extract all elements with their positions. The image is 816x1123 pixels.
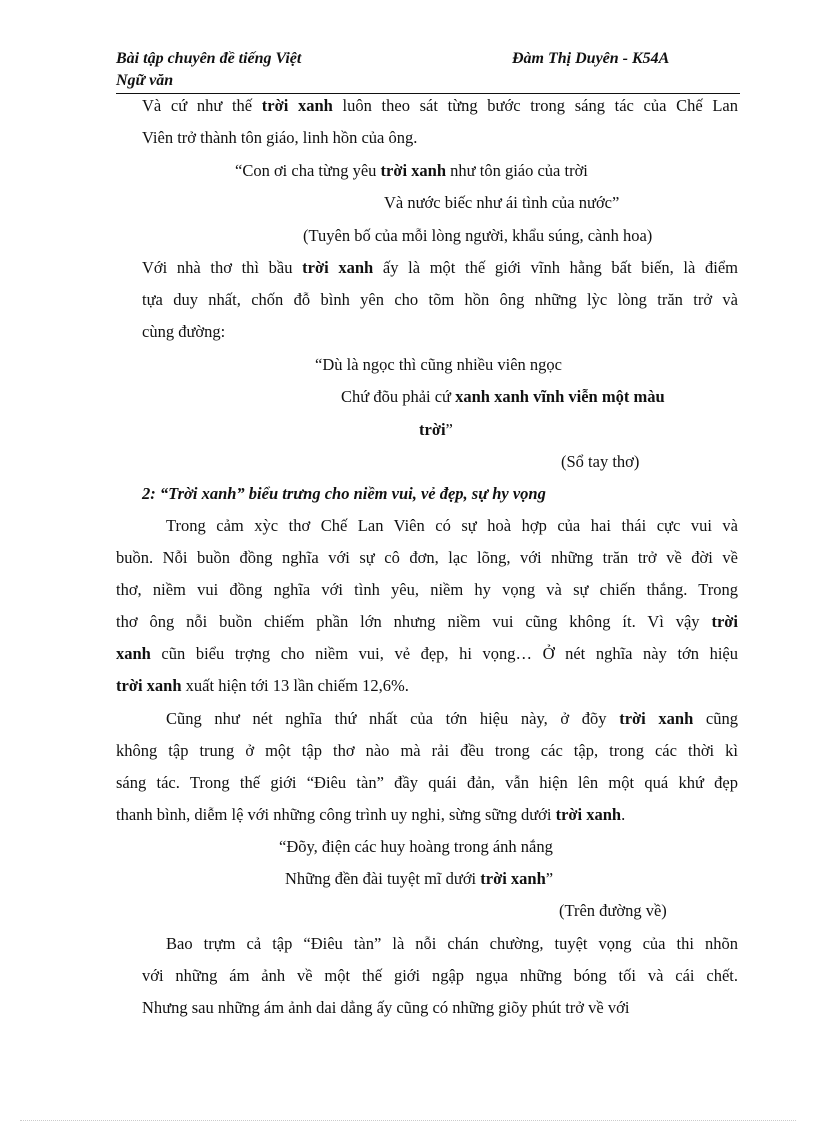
text-line: thơ ông nỗi buồn chiếm phần lớn nhưng niềm vui cũng không ít. Vì vậy trời: [116, 612, 738, 631]
section-heading: 2: “Trời xanh” biểu trưng cho niềm vui, vẻ đẹp, sự hy vọng: [142, 484, 546, 503]
text-line: tựa duy nhất, chốn đỗ bình yên cho tõm hồn ông những lỳc lòng trăn trở và: [142, 290, 738, 309]
text-line: không tập trung ở một tập thơ nào mà rải đều trong các tập, trong các thời kì: [116, 741, 738, 760]
text-line: thơ, niềm vui đồng nghĩa với tình yêu, niềm hy vọng và sự chiến thắng. Trong: [116, 580, 738, 599]
text-line: với những ám ảnh về một thế giới ngập ngụa những bóng tối và cái chết.: [142, 966, 738, 985]
header-author: Đàm Thị Duyên - K54A: [512, 50, 670, 67]
text-line: cùng đường:: [142, 322, 226, 341]
text-line: thanh bình, diễm lệ với những công trình uy nghi, sừng sững dưới trời xanh.: [116, 805, 626, 824]
header-rule: [116, 93, 740, 94]
quote-line: Những đền đài tuyệt mĩ dưới trời xanh”: [285, 869, 554, 888]
text-line: buồn. Nỗi buồn đồng nghĩa với sự cô đơn, lạc lõng, với những trăn trở về đời về: [116, 548, 738, 567]
text-line: trời xanh xuất hiện tới 13 lần chiếm 12,6%.: [116, 676, 409, 695]
quote-line: trời”: [419, 420, 453, 439]
text-line: xanh cũn biểu trợng cho niềm vui, vẻ đẹp, hi vọng… Ở nét nghĩa này tớn hiệu: [116, 644, 738, 663]
text-line: Viên trở thành tôn giáo, linh hồn của ông.: [142, 128, 418, 147]
header-subject: Ngữ văn: [116, 72, 174, 89]
quote-line: Và nước biếc như ái tình của nước”: [384, 193, 620, 212]
text-line: Nhưng sau những ám ảnh dai dẳng ấy cũng có những giõy phút trở về với: [142, 998, 630, 1017]
header-course: Bài tập chuyên đề tiếng Việt: [116, 50, 302, 67]
quote-line: Chứ đõu phải cứ xanh xanh vĩnh viễn một màu: [341, 387, 665, 406]
quote-source: (Sổ tay thơ): [561, 452, 640, 471]
quote-line: “Con ơi cha từng yêu trời xanh như tôn giáo của trời: [235, 161, 588, 180]
text-line: Và cứ như thế trời xanh luôn theo sát từng bước trong sáng tác của Chế Lan: [142, 96, 738, 115]
quote-source: (Tuyên bố của mỗi lòng người, khẩu súng, cành hoa): [303, 226, 653, 245]
text-line: Cũng như nét nghĩa thứ nhất của tớn hiệu này, ở đõy trời xanh cũng: [166, 709, 738, 728]
text-line: sáng tác. Trong thế giới “Điêu tàn” đầy quái đản, vẫn hiện lên một quá khứ đẹp: [116, 773, 738, 792]
text-line: Với nhà thơ thì bầu trời xanh ấy là một thế giới vĩnh hằng bất biến, là điểm: [142, 258, 738, 277]
quote-line: “Đõy, điện các huy hoàng trong ánh nắng: [279, 837, 553, 856]
quote-line: “Dù là ngọc thì cũng nhiều viên ngọc: [315, 355, 562, 374]
quote-source: (Trên đường về): [559, 901, 667, 920]
page-bottom-border: [20, 1120, 796, 1121]
text-line: Trong cảm xỳc thơ Chế Lan Viên có sự hoà hợp của hai thái cực vui và: [166, 516, 738, 535]
text-line: Bao trựm cả tập “Điêu tàn” là nỗi chán chường, tuyệt vọng của thi nhõn: [166, 934, 738, 953]
